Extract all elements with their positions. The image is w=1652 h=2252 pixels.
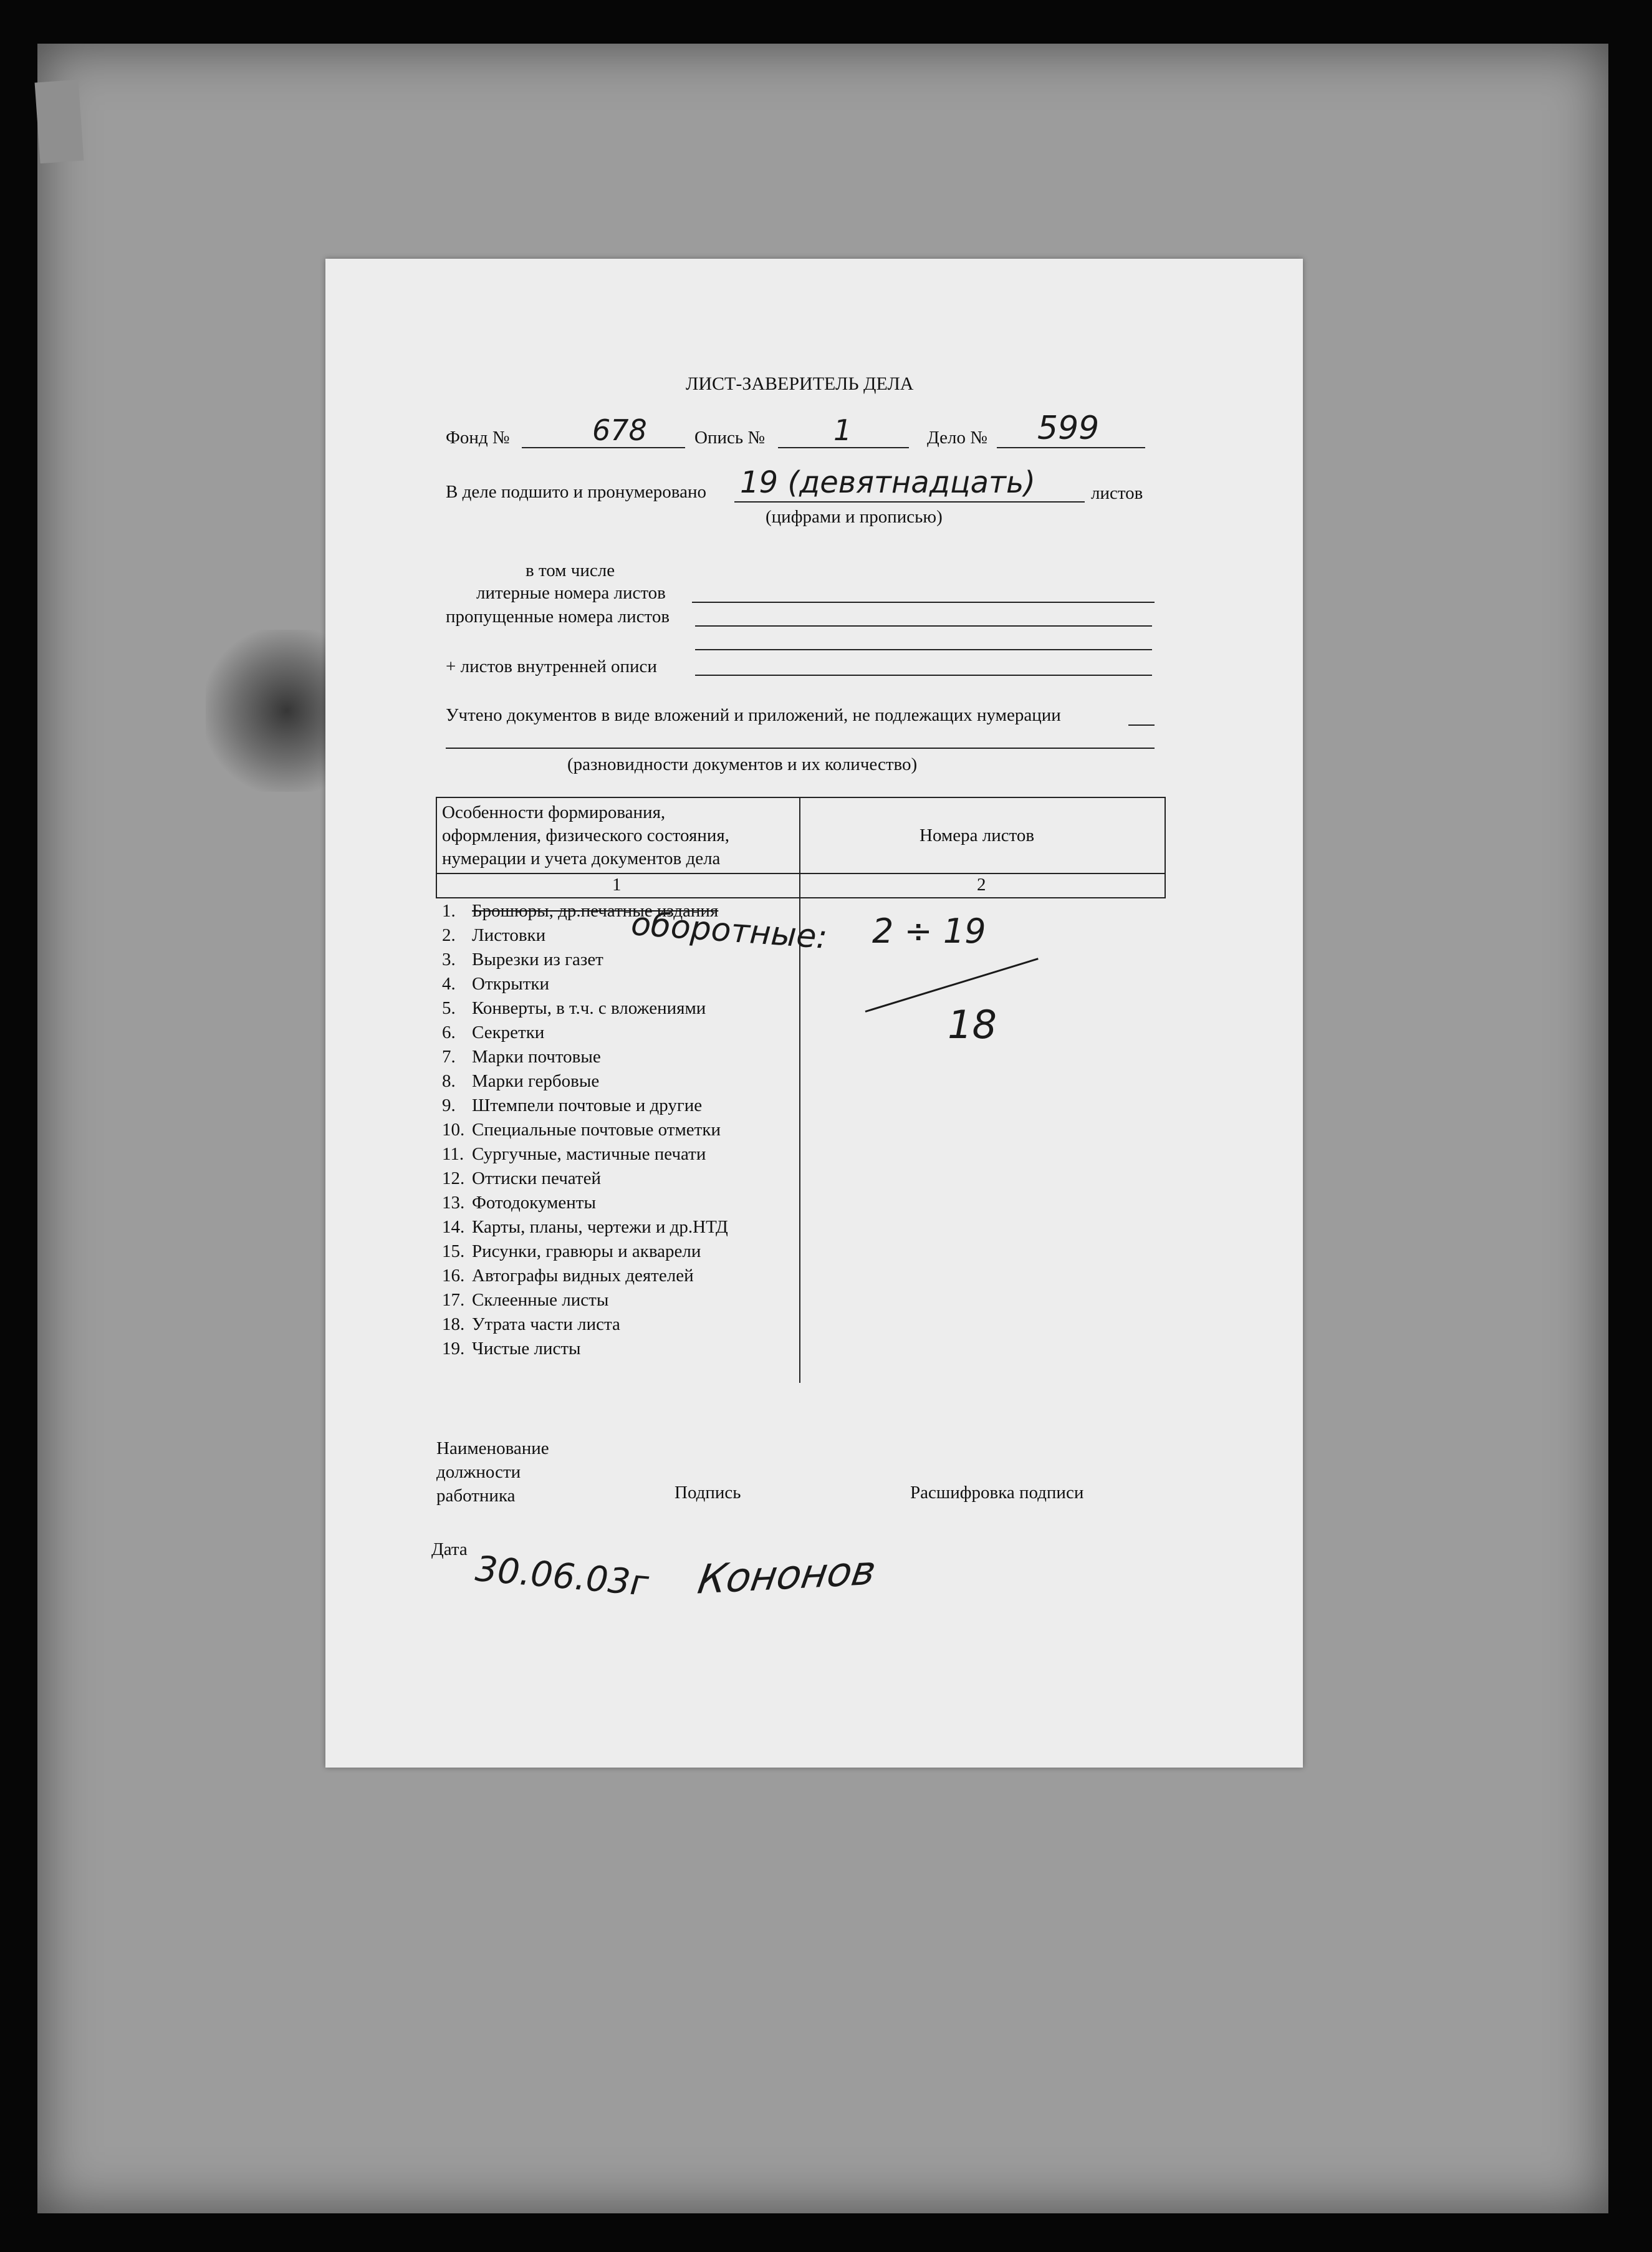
signature-label: Подпись <box>675 1483 741 1503</box>
signature-value: Кононов <box>694 1547 880 1604</box>
handwritten-sheet-count: 18 <box>948 1002 997 1047</box>
list-item: 1. Брошюры, др.печатные издания <box>442 901 719 921</box>
date-value: 30.06.03г <box>473 1548 651 1605</box>
sewn-hint: (цифрами и прописью) <box>766 507 943 527</box>
list-item: 9. Штемпели почтовые и другие <box>442 1095 703 1115</box>
litera-underline <box>692 602 1155 603</box>
date-label: Дата <box>431 1539 468 1559</box>
list-item: 14. Карты, планы, чертежи и др.НТД <box>442 1217 728 1237</box>
position-label-line-3: работника <box>436 1486 516 1506</box>
list-item: 6. Секретки <box>442 1023 545 1042</box>
list-item: 3. Вырезки из газет <box>442 950 603 970</box>
accounted-hint: (разновидности документов и их количество) <box>567 754 918 774</box>
delo-underline <box>997 447 1145 448</box>
position-label-line-1: Наименование <box>436 1438 549 1458</box>
list-item: 10. Специальные почтовые отметки <box>442 1120 721 1140</box>
accounted-underline <box>446 748 1155 749</box>
opis-label: Опись № <box>694 428 765 448</box>
including-label: в том числе <box>526 561 615 580</box>
list-item: 4. Открытки <box>442 974 549 994</box>
opis-underline <box>778 447 909 448</box>
list-item: 11. Сургучные, мастичные печати <box>442 1144 706 1164</box>
delo-value: 599 <box>1037 410 1100 447</box>
sewn-value: 19 (девятнадцать) <box>740 465 1035 500</box>
table-header-divider <box>436 873 1165 874</box>
col2-index: 2 <box>977 875 986 895</box>
list-item: 13. Фотодокументы <box>442 1193 596 1213</box>
col1-header-line-3: нумерации и учета документов дела <box>442 849 721 869</box>
fond-label: Фонд № <box>446 428 510 448</box>
delo-label: Дело № <box>927 428 987 448</box>
missing-label: пропущенные номера листов <box>446 607 670 627</box>
internal-label: + листов внутренней описи <box>446 657 657 676</box>
list-item: 7. Марки почтовые <box>442 1047 601 1067</box>
missing-underline-1 <box>695 625 1152 627</box>
fond-underline <box>522 447 685 448</box>
folder-tab <box>35 80 84 164</box>
certification-sheet <box>325 259 1303 1768</box>
decode-label: Расшифровка подписи <box>910 1483 1084 1503</box>
col2-header: Номера листов <box>920 825 1035 845</box>
opis-value: 1 <box>833 413 852 447</box>
list-item: 19. Чистые листы <box>442 1339 581 1359</box>
list-item: 2. Листовки <box>442 925 546 945</box>
col1-header-line-1: Особенности формирования, <box>442 802 666 822</box>
col1-header-line-2: оформления, физического состояния, <box>442 825 729 845</box>
list-item: 8. Марки гербовые <box>442 1071 600 1091</box>
missing-underline-2 <box>695 649 1152 650</box>
col1-index: 1 <box>612 875 622 895</box>
sewn-underline <box>734 501 1085 503</box>
list-item: 18. Утрата части листа <box>442 1314 620 1334</box>
litera-label: литерные номера листов <box>476 583 666 603</box>
sheet-title: ЛИСТ-ЗАВЕРИТЕЛЬ ДЕЛА <box>686 373 914 394</box>
fond-value: 678 <box>592 413 647 447</box>
list-item: 16. Автографы видных деятелей <box>442 1266 694 1286</box>
sheets-word: листов <box>1091 483 1143 503</box>
list-item: 5. Конверты, в т.ч. с вложениями <box>442 998 706 1018</box>
internal-underline <box>695 675 1152 676</box>
table-column-divider <box>799 797 800 1383</box>
list-item: 15. Рисунки, гравюры и акварели <box>442 1241 701 1261</box>
accounted-label: Учтено документов в виде вложений и приложений, не подлежащих нумерации <box>446 705 1061 725</box>
position-label-line-2: должности <box>436 1462 521 1482</box>
accounted-underline-short <box>1128 724 1155 726</box>
handwritten-sheet-range: 2 ÷ 19 <box>872 912 986 951</box>
list-item: 17. Склеенные листы <box>442 1290 609 1310</box>
handwritten-note-reverse: оборотные: <box>630 905 829 956</box>
sewn-label: В деле подшито и пронумеровано <box>446 482 706 502</box>
list-item: 12. Оттиски печатей <box>442 1168 601 1188</box>
